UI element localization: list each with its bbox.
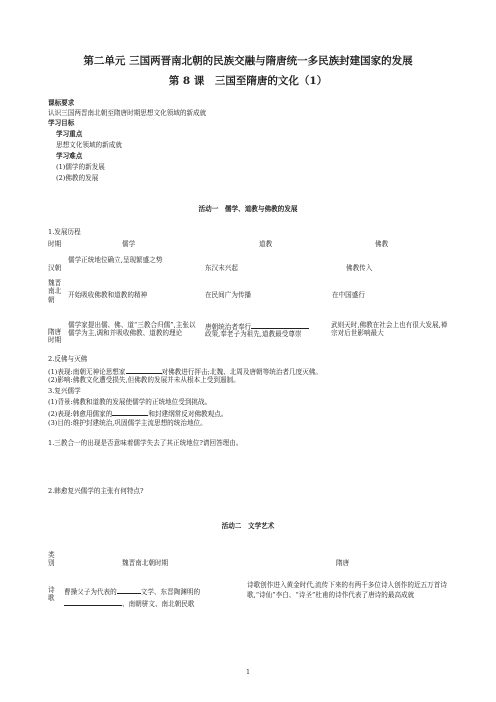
table2-row-wei — [64, 586, 242, 610]
s3-line2-b: 和封建纲常反对佛教观点。 — [148, 410, 228, 418]
table2-row-cat: 诗歌 — [48, 586, 55, 603]
dao-policy-text: 唐朝统治者奉行 — [205, 323, 252, 331]
blank-line[interactable] — [64, 598, 122, 606]
s3-line2-a: (2)表现:韩愈用儒家的 — [48, 410, 113, 418]
section2-line2: (2)影响:佛教文化遭受损失,但佛教的发展并未从根本上受到遏制。 — [48, 376, 240, 384]
table1-header-ru: 儒学 — [122, 240, 136, 248]
section3-line1: (1)背景:佛教和道教的发展使儒学的正统地位受到挑战。 — [48, 398, 212, 406]
table1-row-dao: 在民间广为传播 — [205, 291, 252, 299]
difficulty-item: (1)儒学的新发展 — [56, 163, 105, 171]
section2-line1 — [48, 366, 322, 376]
difficulty-heading: 学习难点 — [56, 152, 83, 160]
key-text: 思想文化领域的新成就 — [56, 141, 122, 149]
table1-row-fo: 武则天时,佛教在社会上也有很大发展,禅宗对后世影响最大 — [331, 321, 448, 338]
unit-title: 第二单元 三国两晋南北朝的民族交融与隋唐统一多民族封建国家的发展 — [83, 55, 413, 67]
section1-heading: 1.发展历程 — [48, 228, 81, 236]
table1-header-period: 时期 — [48, 240, 62, 248]
key-heading: 学习重点 — [56, 130, 83, 138]
s2-line1-a: (1)表现:南朝无神论思想家 — [48, 368, 126, 376]
blank-line[interactable] — [117, 586, 141, 594]
goal-heading: 课标要求 — [48, 99, 75, 107]
wei-b: 文学、东晋陶渊明的 — [140, 588, 201, 596]
section3-line3: (3)目的:维护封建统治,巩固儒学主流思想的统治地位。 — [48, 419, 207, 427]
blank-line[interactable] — [126, 366, 162, 374]
table2-header-tang: 隋唐 — [336, 559, 350, 567]
activity2-title: 活动二 文学艺术 — [221, 522, 275, 530]
lesson-title: 第 8 课 三国至隋唐的文化（1） — [168, 75, 328, 87]
table1-header-fo: 佛教 — [375, 240, 389, 248]
page-number: 1 — [246, 669, 250, 676]
table2-header-wei: 魏晋南北朝时期 — [122, 559, 169, 567]
table1-row-period: 隋唐时期 — [48, 328, 62, 345]
table1-row-fo: 佛教传入 — [346, 264, 373, 272]
table2-row-tang: 诗歌创作进入黄金时代,流传下来的有两千多位诗人创作的近五万首诗歌,“诗仙”李白、“诗圣”杜甫的诗作代表了唐诗的最高成就 — [247, 581, 447, 599]
section3-line2 — [48, 408, 227, 418]
wei-c: 、南朝骈文、南北朝民歌 — [122, 600, 195, 608]
activity1-title: 活动一 儒学、道教与佛教的发展 — [198, 205, 298, 213]
table1-row-ru: 儒学家提出儒、佛、道“三教合归儒”,主张以儒学为主,调和并吸收佛教、道教的理论 — [68, 321, 196, 338]
blank-line[interactable] — [251, 321, 309, 329]
question-2: 2.韩愈复兴儒学的主张有何特点? — [48, 487, 144, 495]
question-1: 1.三教合一的出现是否意味着儒学失去了其正统地位?请回答理由。 — [48, 439, 243, 447]
objectives-heading: 学习目标 — [48, 119, 75, 127]
table1-row-dao-suffix: 政策,奉老子为祖先,道教最受尊崇 — [205, 330, 302, 338]
table1-row-ru: 开始吸收佛教和道教的精神 — [68, 291, 148, 299]
difficulty-item: (2)佛教的发展 — [56, 174, 99, 182]
table1-header-dao: 道教 — [259, 240, 273, 248]
blank-line[interactable] — [112, 408, 148, 416]
s2-line1-b: 对佛教进行抨击;北魏、北周及唐朝等统治者几度灭佛。 — [161, 368, 322, 376]
table1-row-fo: 在中国盛行 — [332, 291, 365, 299]
table1-row-period: 魏晋南北朝 — [48, 279, 62, 304]
table1-row-dao: 东汉末兴起 — [205, 264, 238, 272]
table2-header-cat: 类别 — [48, 551, 55, 568]
section2-heading: 2.反佛与灭佛 — [48, 355, 88, 363]
wei-a: 曹操父子为代表的 — [64, 588, 117, 596]
table1-row-period: 汉朝 — [48, 264, 62, 272]
goal-text: 认识三国两晋南北朝至隋唐时期思想文化领域的新成就 — [48, 109, 207, 117]
section3-heading: 3.复兴儒学 — [48, 387, 81, 395]
table1-row-ru: 儒学正统地位确立,呈现繁盛之势 — [68, 256, 163, 264]
